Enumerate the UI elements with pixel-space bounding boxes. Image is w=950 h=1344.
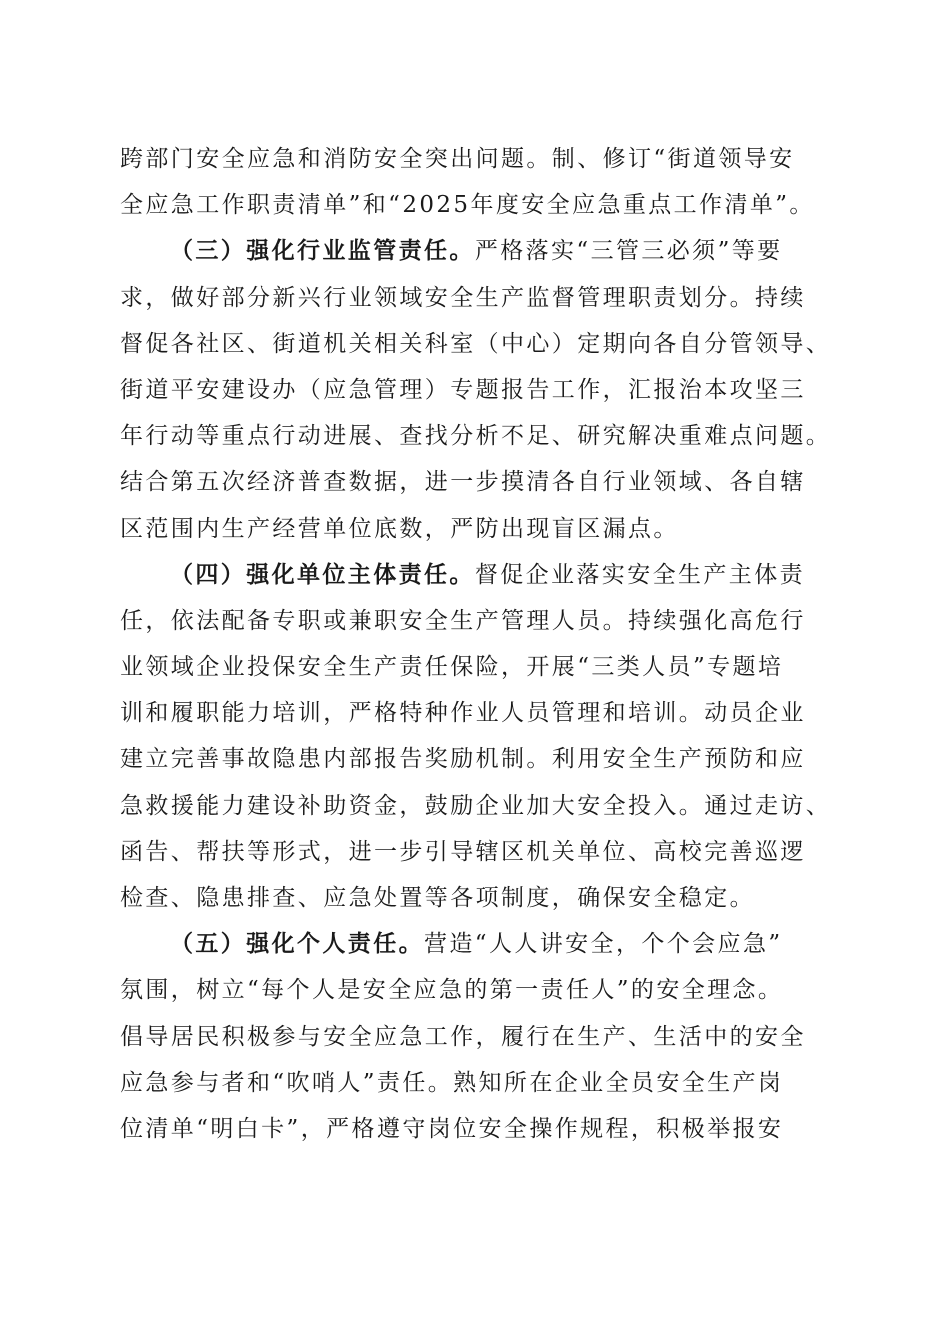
text-line: 任，依法配备专职或兼职安全生产管理人员。持续强化高危行 [120,607,806,634]
text-run: 督促企业落实安全生产主体责 [474,561,806,588]
section-heading-4: （四）强化单位主体责任。 [170,561,475,588]
text-line: 结合第五次经济普查数据，进一步摸清各自行业领域、各自辖 [120,469,806,496]
text-line: 检查、隐患排查、应急处置等各项制度，确保安全稳定。 [120,885,755,911]
text-line: 街道平安建设办（应急管理）专题报告工作，汇报治本攻坚三 [120,376,806,403]
paragraph-section-5-start [120,921,840,967]
section-heading-3: （三）强化行业监管责任。 [170,238,475,265]
text-line: 位清单“明白卡”，严格遵守岗位安全操作规程，积极举报安 [120,1115,784,1142]
text-line: 跨部门安全应急和消防安全突出问题。制、修订“街道领导安 [120,146,795,172]
text-line: 训和履职能力培训，严格特种作业人员管理和培训。动员企业 [120,700,806,727]
text-line: 全应急工作职责清单”和“2025年度安全应急重点工作清单”。 [120,192,815,219]
text-line: 函告、帮扶等形式，进一步引导辖区机关单位、高校完善巡逻 [120,838,806,865]
text-line: 督促各社区、街道机关相关科室（中心）定期向各自分管领导、 [120,330,832,357]
paragraph-section-4-start [120,552,840,598]
text-line: 应急参与者和“吹哨人”责任。熟知所在企业全员安全生产岗 [120,1069,784,1096]
paragraph-section-3-start [120,228,840,274]
text-line: 区范围内生产经营单位底数，严防出现盲区漏点。 [120,515,679,542]
text-line: 求，做好部分新兴行业领域安全生产监督管理职责划分。持续 [120,284,806,311]
section-heading-5: （五）强化个人责任。 [170,931,424,958]
text-line: 年行动等重点行动进展、查找分析不足、研究解决重难点问题。 [120,423,832,450]
text-line: 业领域企业投保安全生产责任保险，开展“三类人员”专题培 [120,654,784,681]
text-run: 营造“人人讲安全，个个会应急” [424,931,783,958]
text-run: 严格落实“三管三必须”等要 [474,238,783,265]
text-line: 倡导居民积极参与安全应急工作，履行在生产、生活中的安全 [120,1023,806,1050]
text-line: 急救援能力建设补助资金，鼓励企业加大安全投入。通过走访、 [120,792,832,819]
text-line: 氛围，树立“每个人是安全应急的第一责任人”的安全理念。 [120,977,784,1004]
document-body [120,136,840,1152]
text-line: 建立完善事故隐患内部报告奖励机制。利用安全生产预防和应 [120,746,806,773]
